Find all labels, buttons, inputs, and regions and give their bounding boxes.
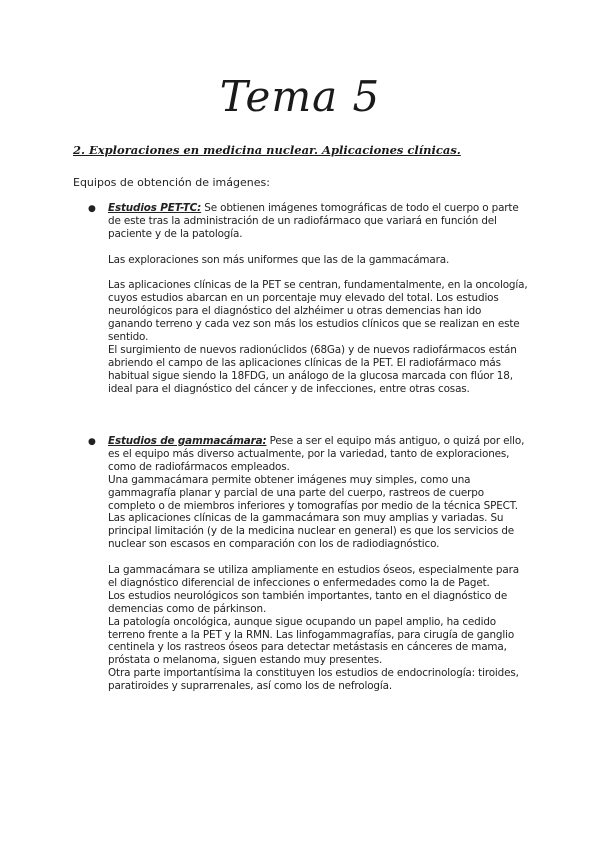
pet-section [108,202,528,396]
pet-paragraph-2: Las aplicaciones clínicas de la PET se centran, fundamentalmente, en la oncología, cuyos estudios abarcan en un porcentaje muy elevado del total. Los estudios neurológicos para el diagnóstico del alzhéimer u otras demencias han ido ganando terreno y cada vez son más los estudios clínicos que se realizan en este sentido. [108,279,528,344]
pet-lead-text: Se obtienen imágenes tomográficas de todo el cuerpo o parte de este tras la administración de un radiofármaco que variará en función del paciente y de la patología. [108,202,519,240]
gamma-paragraph-5: La patología oncológica, aunque sigue ocupando un papel amplio, ha cedido terreno frente a la PET y la RMN. Las linfogammagrafías, para cirugía de ganglio centinela y los rastreos óseos para detectar metástasis en cánceres de mama, próstata o melanoma, siguen estando muy presentes. [108,615,515,667]
gamma-paragraph-1: Una gammacámara permite obtener imágenes muy simples, como una gammagrafía planar y parcial de una parte del cuerpo, rastreos de cuerpo completo o de miembros inferiores y tomografías por medio de la técnica SPECT. [108,473,518,512]
gamma-lead-paragraph [108,435,528,474]
intro-text: Equipos de obtención de imágenes: [73,176,270,189]
gamma-paragraph-6: Otra parte importantísima la constituyen los estudios de endocrinología: tiroides, paratiroides y suprarrenales, así como los de nefrología. [108,667,519,693]
page-title: Tema 5 [219,72,381,121]
gamma-paragraph-4: Los estudios neurológicos son también importantes, tanto en el diagnóstico de demencias como de párkinson. [108,589,508,615]
gamma-section [108,435,528,693]
pet-heading: Estudios PET-TC: [108,202,202,214]
bullet-icon: ● [88,437,96,447]
gamma-paragraph-3: La gammacámara se utiliza ampliamente en estudios óseos, especialmente para el diagnóstico diferencial de infecciones o enfermedades como la de Paget. [108,564,519,589]
pet-paragraph-3: El surgimiento de nuevos radionúclidos (68Ga) y de nuevos radiofármacos están abriendo el campo de las aplicaciones clínicas de la PET. El radiofármaco más habitual sigue siendo la 18FDG, un análogo de la glucosa marcada con flúor 18, ideal para el diagnóstico del cáncer y de infecciones, entre otras cosas. [108,343,517,395]
gamma-heading: Estudios de gammacámara: [108,435,267,447]
section-subtitle: 2. Exploraciones en medicina nuclear. Aplicaciones clínicas. [73,143,461,157]
bullet-icon: ● [88,204,96,214]
gamma-paragraph-2: Las aplicaciones clínicas de la gammacámara son muy amplias y variadas. Su principal limitación (y de la medicina nuclear en general) es que los servicios de nuclear son escasos en comparación con los de radiodiagnóstico. [108,512,515,551]
pet-lead-paragraph [108,202,528,241]
pet-paragraph-1: Las exploraciones son más uniformes que las de la gammacámara. [108,253,450,266]
gamma-lead-text: Pese a ser el equipo más antiguo, o quizá por ello, es el equipo más diverso actualmente, por la variedad, tanto de exploraciones, como de radiofármacos empleados. [108,435,525,473]
